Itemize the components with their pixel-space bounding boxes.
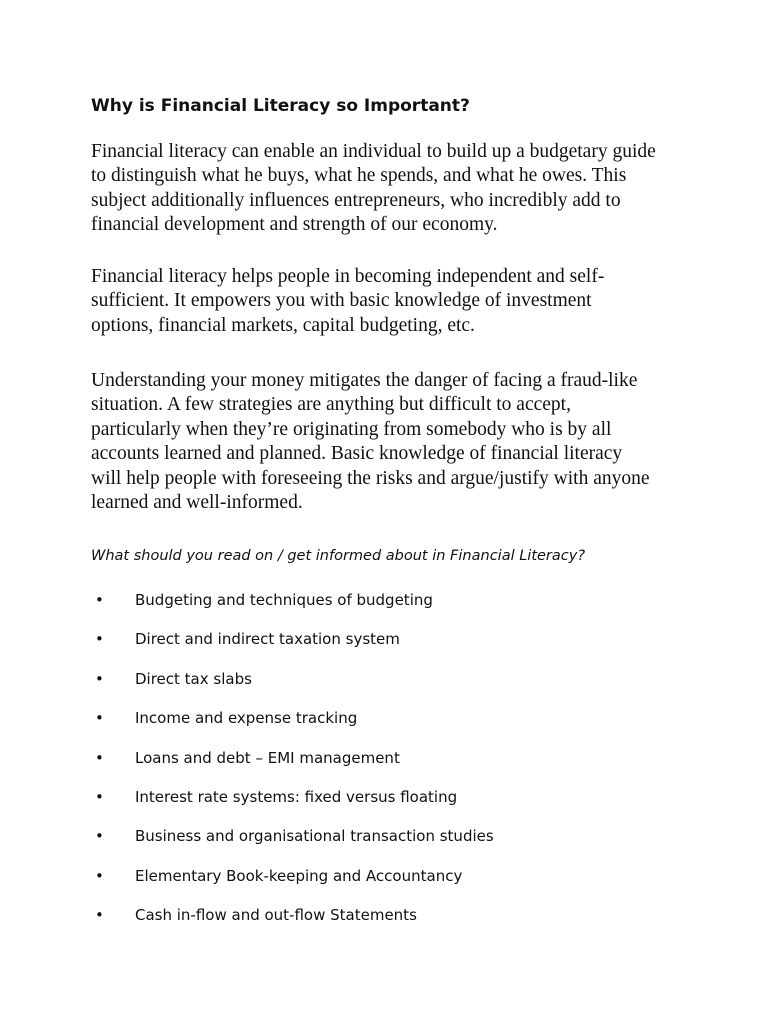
- paragraph-line: will help people with foreseeing the risks and argue/justify with anyone: [91, 467, 650, 489]
- bullet-icon: •: [95, 866, 104, 885]
- bullet-icon: •: [95, 748, 104, 767]
- topics-subheading: What should you read on / get informed about in Financial Literacy?: [91, 548, 586, 564]
- list-item-label: Direct and indirect taxation system: [135, 630, 400, 649]
- list-item: [0, 785, 768, 824]
- list-item: [0, 706, 768, 745]
- list-item-label: Loans and debt – EMI management: [135, 748, 400, 767]
- paragraph-line: learned and well-informed.: [91, 492, 303, 514]
- paragraph-line: Financial literacy helps people in becoming independent and self-: [91, 266, 605, 287]
- paragraph-independence: [91, 265, 691, 338]
- list-item-label: Interest rate systems: fixed versus floating: [135, 787, 458, 806]
- list-item: [0, 627, 768, 666]
- bullet-icon: •: [95, 669, 104, 688]
- paragraph-line: accounts learned and planned. Basic knowledge of financial literacy: [91, 443, 623, 465]
- bullet-icon: •: [95, 787, 104, 806]
- topics-list: [0, 588, 768, 943]
- paragraph-line: situation. A few strategies are anything but difficult to accept,: [91, 394, 571, 416]
- bullet-icon: •: [95, 630, 104, 649]
- bullet-icon: •: [95, 827, 104, 846]
- list-item-label: Income and expense tracking: [135, 709, 358, 728]
- paragraph-line: to distinguish what he buys, what he spends, and what he owes. This: [91, 165, 627, 187]
- paragraph-line: subject additionally influences entrepreneurs, who incredibly add to: [91, 189, 621, 211]
- paragraph-line: Financial literacy can enable an individual to build up a budgetary guide: [91, 141, 656, 162]
- list-item-label: Business and organisational transaction studies: [135, 827, 494, 846]
- list-item: [0, 746, 768, 785]
- bullet-icon: •: [95, 709, 104, 728]
- bullet-icon: •: [95, 591, 104, 609]
- paragraph-line: particularly when they’re originating from somebody who is by all: [91, 418, 612, 440]
- paragraph-fraud-risk: [91, 369, 691, 515]
- page-title: Why is Financial Literacy so Important?: [91, 96, 470, 116]
- list-item: [0, 824, 768, 863]
- list-item-label: Direct tax slabs: [135, 669, 252, 688]
- list-item-label: Cash in-flow and out-flow Statements: [135, 906, 417, 925]
- list-item-label: Elementary Book-keeping and Accountancy: [135, 866, 463, 885]
- list-item: [0, 864, 768, 903]
- paragraph-line: Understanding your money mitigates the danger of facing a fraud-like: [91, 370, 638, 391]
- list-item: [0, 667, 768, 706]
- paragraph-intro: [91, 140, 691, 238]
- paragraph-line: options, financial markets, capital budgeting, etc.: [91, 314, 475, 336]
- list-item: [0, 903, 768, 942]
- paragraph-line: financial development and strength of our economy.: [91, 214, 498, 236]
- paragraph-line: sufficient. It empowers you with basic knowledge of investment: [91, 290, 592, 312]
- list-item: [0, 588, 768, 627]
- list-item-label: Budgeting and techniques of budgeting: [135, 591, 433, 609]
- bullet-icon: •: [95, 906, 104, 925]
